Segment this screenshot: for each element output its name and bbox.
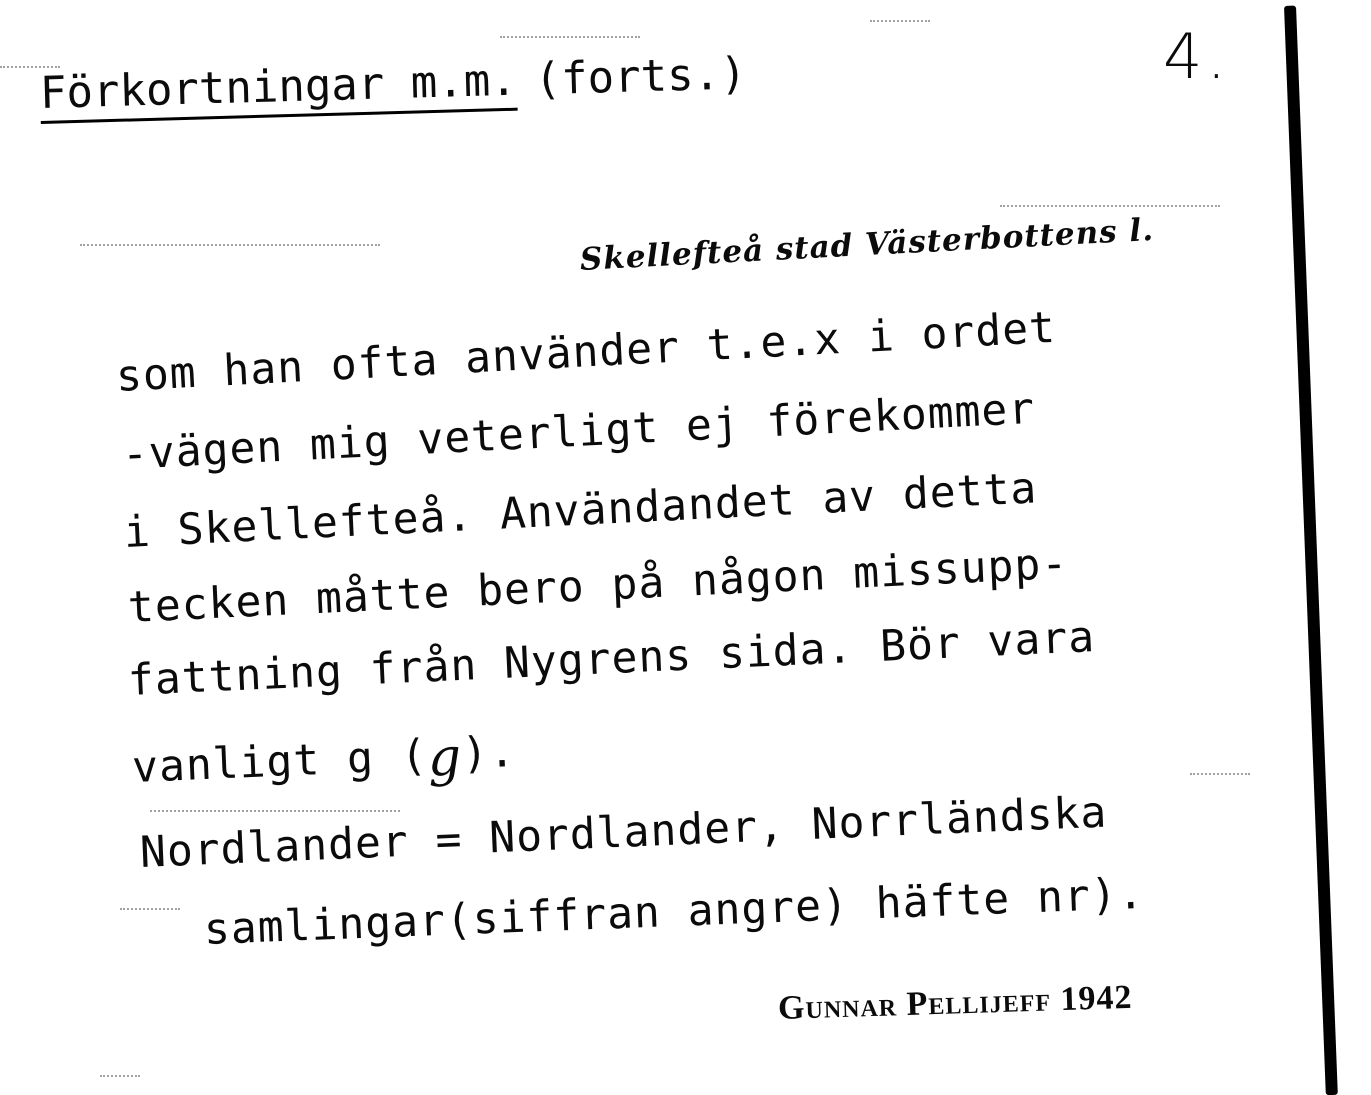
scan-speck bbox=[80, 244, 380, 247]
body-line: Nordlander = Nordlander, Norrländska bbox=[138, 787, 1109, 878]
body-line: som han ofta använder t.e.x i ordet bbox=[114, 302, 1058, 402]
scan-speck bbox=[1000, 205, 1220, 208]
body-line-closing: ). bbox=[460, 726, 517, 780]
body-line: -vägen mig veterligt ej förekommer bbox=[120, 383, 1037, 480]
scan-speck bbox=[1190, 773, 1250, 776]
scan-speck bbox=[100, 1075, 140, 1078]
body-line: samlingar(siffran angre) häfte nr). bbox=[203, 868, 1146, 955]
signature-year: 1942 bbox=[1059, 978, 1133, 1019]
body-line-text: vanligt g ( bbox=[131, 730, 429, 793]
signature bbox=[777, 979, 1133, 1028]
scan-speck bbox=[120, 908, 180, 911]
scan-speck bbox=[500, 36, 640, 39]
page-number: 4. bbox=[1163, 20, 1231, 93]
heading-suffix: (forts.) bbox=[533, 48, 748, 106]
body-line-with-handwriting bbox=[131, 719, 517, 795]
body-line: fattning från Nygrens sida. Bör vara bbox=[126, 612, 1097, 706]
heading-underlined-text: Förkortningar m.m. bbox=[39, 55, 517, 124]
body-line: tecken måtte bero på någon missupp- bbox=[126, 538, 1070, 633]
card-edge-border bbox=[1284, 6, 1338, 1095]
place-label: Skellefteå stad Västerbottens l. bbox=[579, 211, 1155, 278]
heading bbox=[39, 48, 747, 119]
handwritten-g: g bbox=[426, 727, 464, 789]
scan-speck bbox=[150, 810, 400, 813]
scan-speck bbox=[870, 20, 930, 23]
body-line: i Skellefteå. Användandet av detta bbox=[122, 463, 1039, 558]
signature-name: Gunnar Pellijeff bbox=[777, 981, 1052, 1027]
